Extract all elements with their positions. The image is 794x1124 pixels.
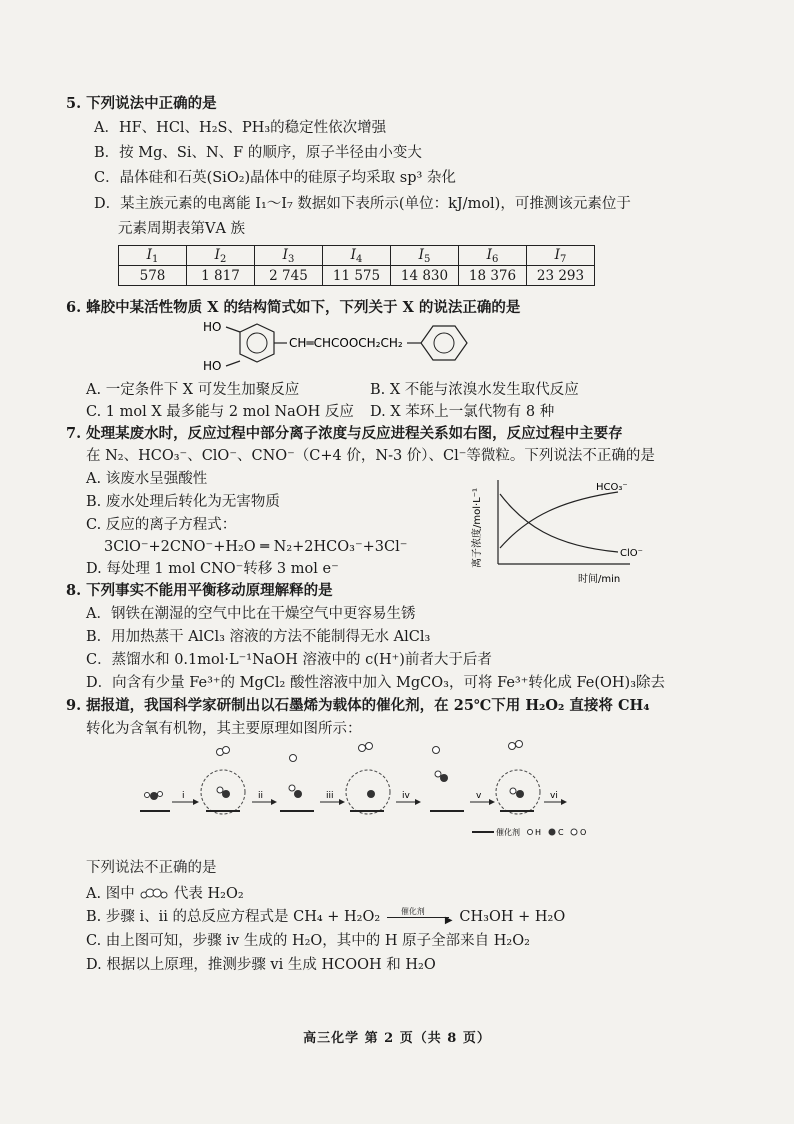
q9-stem-cont: 转化为含氧有机物，其主要原理如图所示：: [86, 721, 362, 737]
q5-option-a: A．HF、HCl、H₂S、PH₃的稳定性依次增强: [94, 120, 387, 136]
q9-option-b: B. 步骤 i、ii 的总反应方程式是 CH₄ + H₂O₂ 催化剂 ▶ CH₃OH + H₂O: [86, 907, 566, 926]
carbon-legend-icon: [549, 829, 556, 836]
ionization-energy-table: [118, 245, 595, 286]
table-cell: 23 293: [527, 266, 595, 286]
q6-option-b: B. X 不能与浓溴水发生取代反应: [370, 382, 579, 398]
step-label: vi: [550, 791, 558, 801]
table-cell: 2 745: [255, 266, 323, 286]
q9-option-a: A. 图中 代表 H₂O₂: [86, 886, 244, 902]
table-row: [119, 266, 595, 286]
q8-option-a: A．钢铁在潮湿的空气中比在干燥空气中更容易生锈: [86, 606, 416, 622]
q6-option-c: C. 1 mol X 最多能与 2 mol NaOH 反应: [86, 404, 354, 420]
graph-y-label: 离子浓度/mol·L⁻¹: [472, 487, 483, 568]
table-cell: 1 817: [187, 266, 255, 286]
oxygen-atom-icon: [509, 743, 516, 750]
q5-option-d-cont: 元素周期表第ⅤA 族: [118, 221, 246, 237]
table-header-cell: $I_6$: [459, 246, 527, 266]
q9-option-d: D. 根据以上原理，推测步骤 vi 生成 HCOOH 和 H₂O: [86, 957, 436, 973]
q7-option-d: D. 每处理 1 mol CNO⁻转移 3 mol e⁻: [86, 561, 339, 577]
q9-option-c: C. 由上图可知，步骤 iv 生成的 H₂O，其中的 H 原子全部来自 H₂O₂: [86, 933, 530, 949]
legend-c: C: [558, 828, 564, 837]
q6-option-d: D. X 苯环上一氯代物有 8 种: [370, 404, 555, 420]
oxygen-atom-icon: [223, 747, 230, 754]
table-cell: 11 575: [323, 266, 391, 286]
q7-equation: 3ClO⁻+2CNO⁻+H₂O ═ N₂+2HCO₃⁻+3Cl⁻: [104, 539, 408, 555]
hydrogen-atom-icon: [158, 792, 163, 797]
graph-x-label: 时间/min: [578, 574, 621, 585]
table-header-cell: $I_7$: [527, 246, 595, 266]
table-cell: 14 830: [391, 266, 459, 286]
q8-stem: 8. 下列事实不能用平衡移动原理解释的是: [66, 582, 333, 599]
ho-label-2: HO: [203, 359, 222, 373]
q7-stem-cont: 在 N₂、HCO₃⁻、ClO⁻、CNO⁻（C+4 价，N-3 价）、Cl⁻等微粒。下列说法不正确的是: [86, 448, 655, 464]
q7-option-a: A. 该废水呈强酸性: [86, 471, 208, 487]
hco3-label: HCO₃⁻: [596, 482, 628, 493]
oxygen-atom-icon: [217, 787, 223, 793]
carbon-atom-icon: [367, 790, 375, 798]
step-label: i: [182, 791, 185, 801]
stage-4: [430, 747, 464, 812]
legend: [472, 827, 586, 837]
q6-option-a: A. 一定条件下 X 可发生加聚反应: [86, 382, 300, 398]
carbon-atom-icon: [294, 790, 302, 798]
step-label: ii: [258, 791, 264, 801]
q5-option-c: C．晶体硅和石英(SiO₂)晶体中的硅原子均采取 sp³ 杂化: [94, 170, 456, 186]
q5-stem: 5. 下列说法中正确的是: [66, 95, 217, 112]
aromatic-circle: [247, 333, 267, 353]
step-label: iii: [326, 791, 334, 801]
concentration-graph: [468, 476, 668, 588]
q7-option-c: C. 反应的离子方程式：: [86, 517, 237, 533]
table-header-cell: $I_5$: [391, 246, 459, 266]
reaction-arrow: 催化剂 ▶: [385, 907, 455, 927]
mechanism-diagram: [140, 738, 740, 850]
bond: [226, 327, 240, 332]
q5-option-b: B．按 Mg、Si、N、F 的顺序，原子半径由小变大: [94, 145, 422, 161]
oxygen-legend-icon: [571, 829, 577, 835]
table-header-cell: $I_1$: [119, 246, 187, 266]
legend-catalyst: 催化剂: [496, 828, 520, 837]
q8-option-d: D．向含有少量 Fe³⁺的 MgCl₂ 酸性溶液中加入 MgCO₃，可将 Fe³⁺转化成 Fe(OH)₃除去: [86, 675, 666, 691]
table-header-row: [119, 246, 595, 266]
side-chain-label: CH═CHCOOCH₂CH₂: [289, 336, 403, 350]
aromatic-circle: [434, 333, 454, 353]
oxygen-atom-icon: [359, 745, 366, 752]
legend-o: O: [580, 828, 587, 837]
bond: [226, 361, 240, 366]
step-label: iv: [402, 791, 410, 801]
oxygen-atom-icon: [510, 788, 516, 794]
q9-stem: 9. 据报道，我国科学家研制出以石墨烯为载体的催化剂，在 25℃下用 H₂O₂ 直接将 CH₄: [66, 697, 650, 714]
stage-0: [140, 792, 170, 812]
oxygen-atom-icon: [290, 755, 297, 762]
page-footer: 高三化学 第 2 页（共 8 页）: [303, 1031, 491, 1046]
q9-sub-stem: 下列说法不正确的是: [86, 860, 217, 876]
hydrogen-legend-icon: [528, 830, 533, 835]
clo-curve: [500, 494, 618, 552]
stage-3: [346, 743, 390, 815]
stage-5: [496, 741, 540, 815]
oxygen-atom-icon: [516, 741, 523, 748]
structure-formula: [195, 314, 495, 384]
q6-stem: 6. 蜂胶中某活性物质 X 的结构简式如下，下列关于 X 的说法正确的是: [66, 299, 521, 316]
h2o2-molecule-icon: [139, 886, 169, 900]
q5-option-d: D．某主族元素的电离能 I₁～I₇ 数据如下表所示(单位：kJ/mol)，可推测该元素位于: [94, 196, 631, 212]
carbon-atom-icon: [516, 790, 524, 798]
step-label: v: [476, 791, 482, 801]
carbon-atom-icon: [150, 792, 158, 800]
benzene-ring-2: [421, 326, 467, 360]
oxygen-atom-icon: [435, 771, 441, 777]
table-header-cell: $I_3$: [255, 246, 323, 266]
q8-option-c: C．蒸馏水和 0.1mol·L⁻¹NaOH 溶液中的 c(H⁺)前者大于后者: [86, 652, 492, 668]
table-cell: 578: [119, 266, 187, 286]
oxygen-atom-icon: [366, 743, 373, 750]
stage-2: [280, 755, 314, 812]
oxygen-atom-icon: [289, 785, 295, 791]
benzene-ring-1: [240, 324, 274, 362]
table-header-cell: $I_4$: [323, 246, 391, 266]
clo-label: ClO⁻: [620, 548, 643, 559]
q7-option-b: B. 废水处理后转化为无害物质: [86, 494, 280, 510]
q8-option-b: B．用加热蒸干 AlCl₃ 溶液的方法不能制得无水 AlCl₃: [86, 629, 431, 645]
table-header-cell: $I_2$: [187, 246, 255, 266]
legend-h: H: [535, 828, 542, 837]
ho-label-1: HO: [203, 320, 222, 334]
oxygen-atom-icon: [433, 747, 440, 754]
hydrogen-atom-icon: [145, 793, 150, 798]
q7-stem: 7. 处理某废水时，反应过程中部分离子浓度与反应进程关系如右图，反应过程中主要存: [66, 425, 623, 442]
stage-1: [201, 747, 245, 815]
table-cell: 18 376: [459, 266, 527, 286]
